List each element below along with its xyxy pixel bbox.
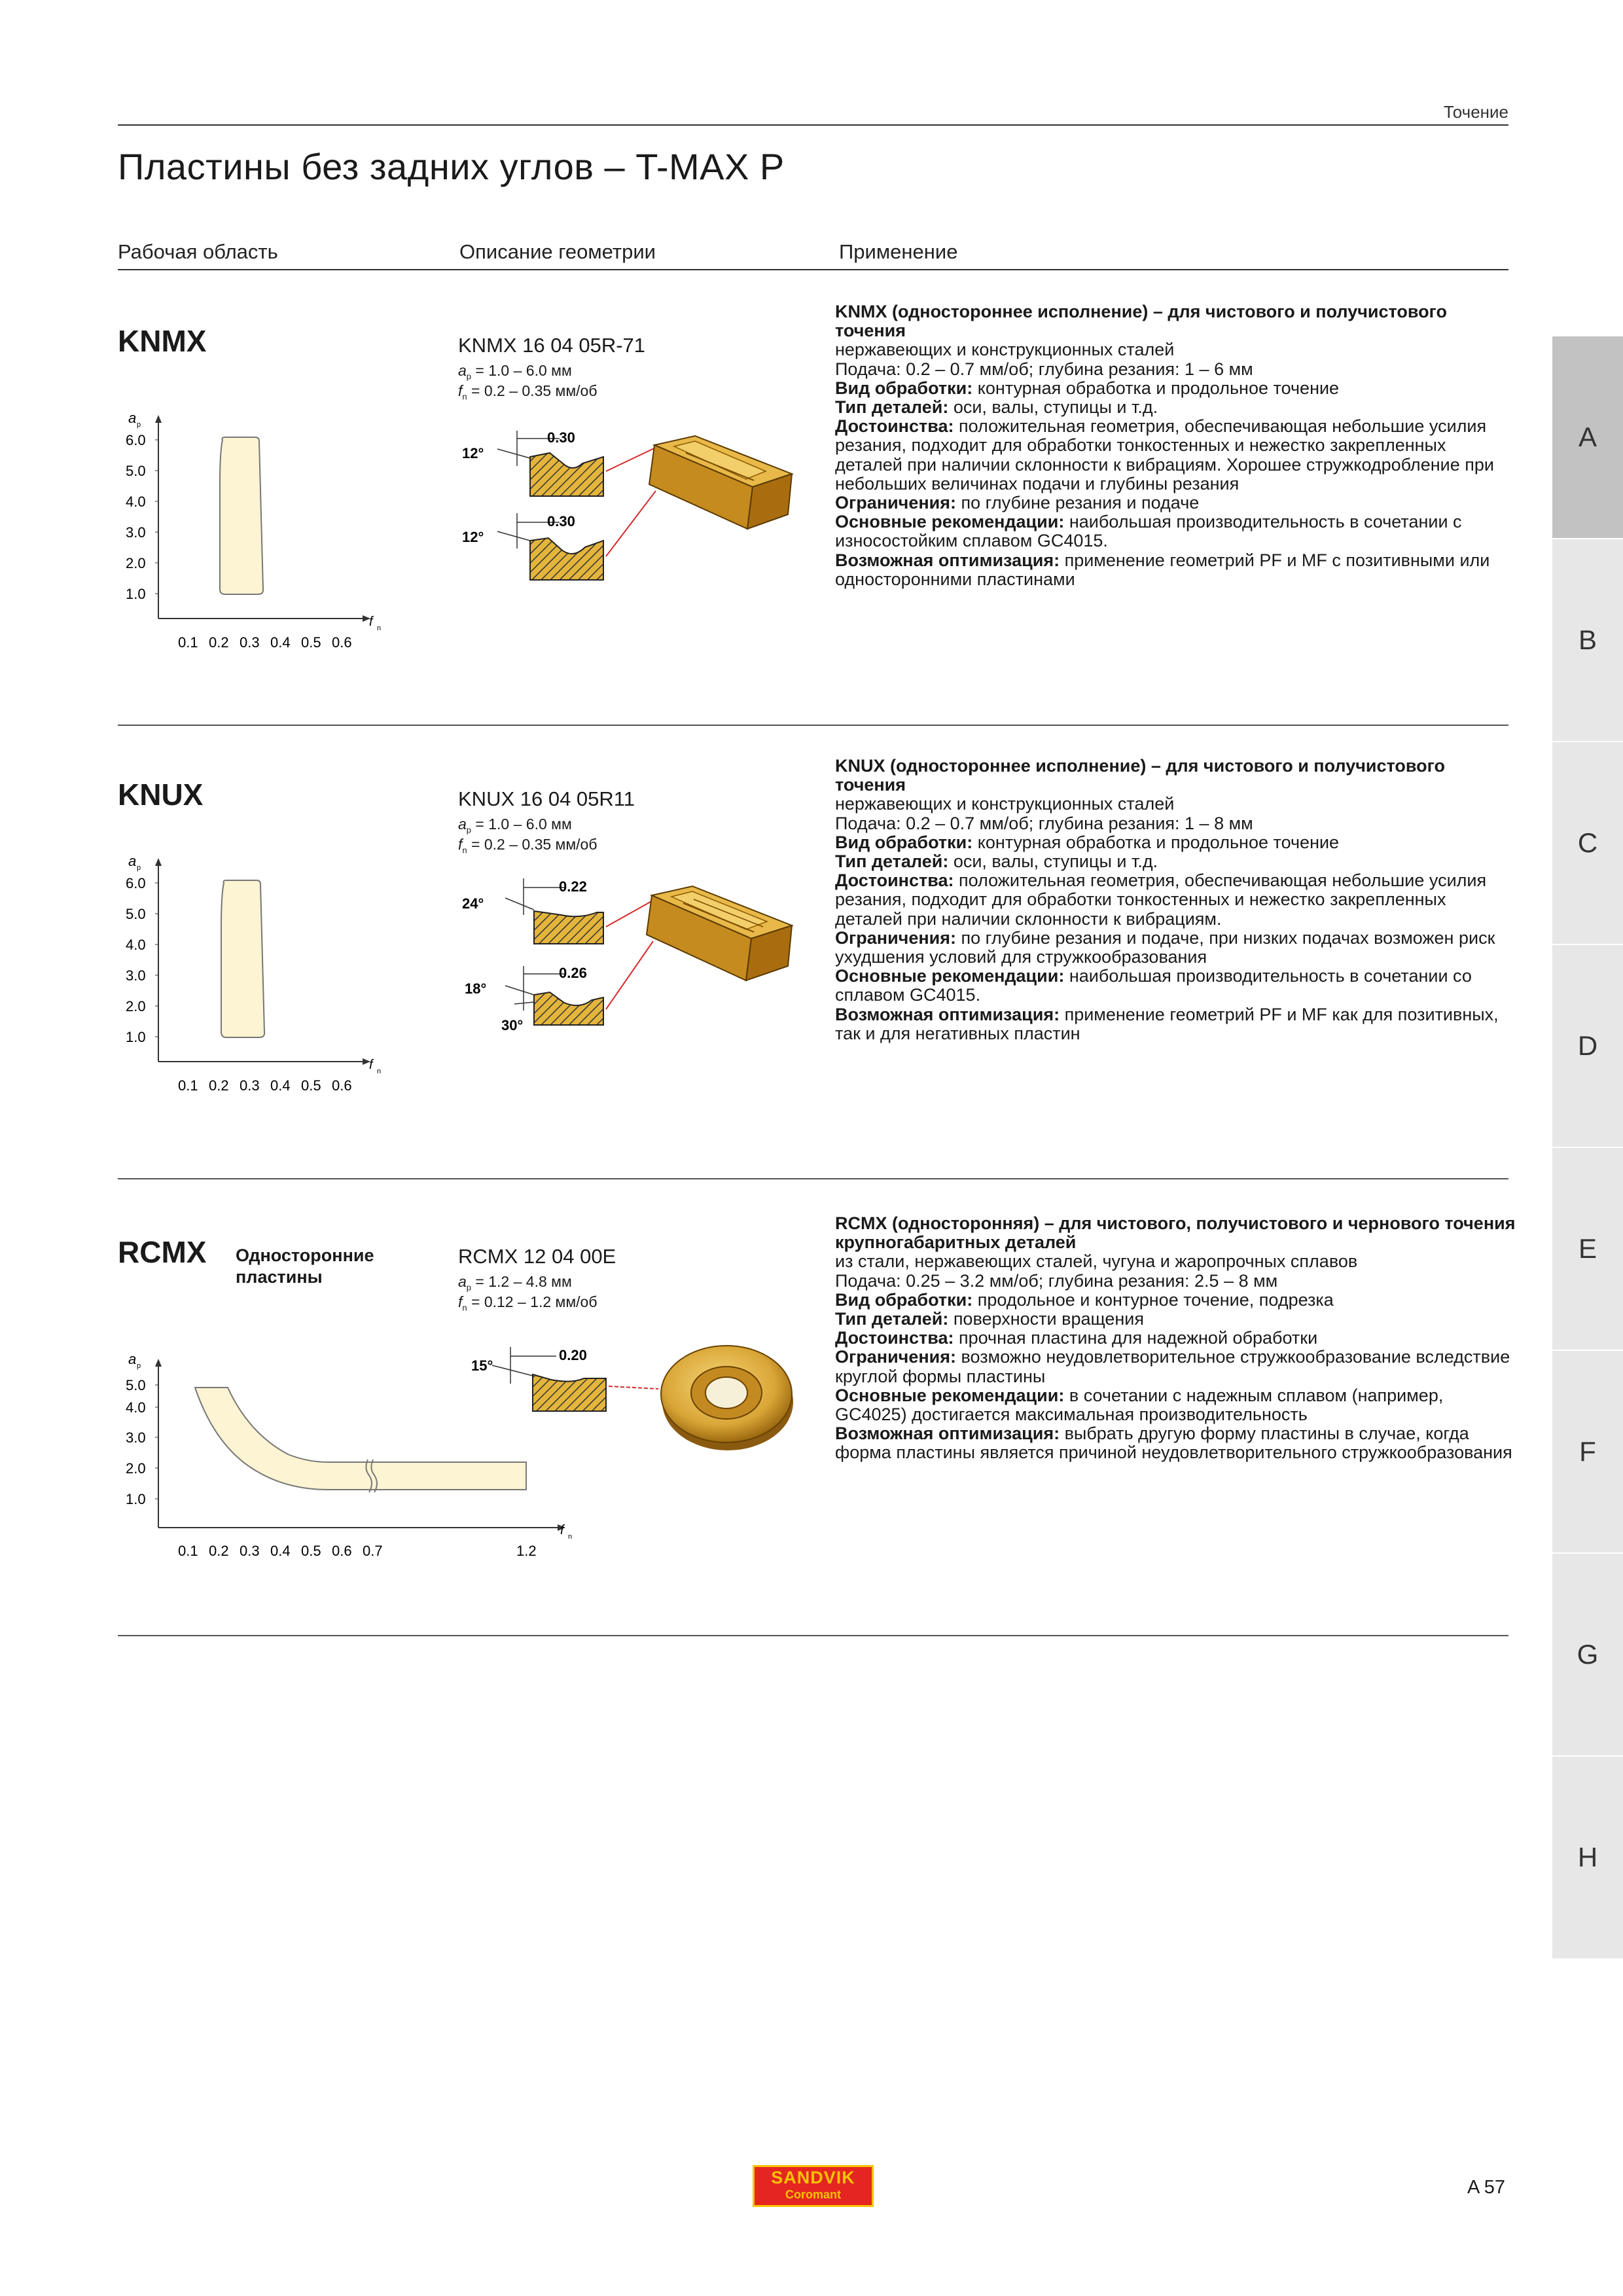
y-tick: 4.0: [126, 1399, 146, 1416]
leader-line: [606, 941, 653, 1009]
x-tick: 0.3: [240, 634, 260, 651]
x-tick: 0.6: [332, 634, 352, 651]
y-tick: 5.0: [126, 463, 146, 479]
tab-h[interactable]: H: [1552, 1755, 1623, 1958]
geometry-fn: $f_n = 0.12 - 1.2$ мм/об: [458, 1293, 597, 1313]
y-ticks: [126, 432, 158, 602]
y-tick: 6.0: [126, 432, 146, 448]
x-tick: 0.4: [270, 634, 291, 651]
profile-2: [534, 992, 603, 1025]
y-tick: 2.0: [126, 555, 146, 571]
application-line: Ограничения: возможно неудовлетворительное стружкообразование вследствие круглой формы пластины: [835, 1347, 1510, 1386]
geometry-diagram: [452, 1329, 818, 1473]
y-axis-arrow: [155, 415, 162, 423]
y-tick: 3.0: [126, 524, 146, 541]
geometry-ap: $a_p = 1.0 - 6.0$ мм: [458, 816, 572, 835]
y-axis-label: a: [128, 1351, 137, 1367]
rake-angle-1: 12°: [462, 445, 484, 461]
application-line: Основные рекомендации: в сочетании с надежным сплавом (например, GC4025) достигается максимальная производительность: [835, 1385, 1444, 1425]
geometry-name: KNMX 16 04 05R-71: [458, 334, 646, 357]
land-width-1: 0.20: [559, 1347, 587, 1363]
rake-angle-1: 15°: [471, 1357, 493, 1374]
x-tick: 0.2: [209, 1543, 229, 1559]
application-line: Тип деталей: поверхности вращения: [835, 1309, 1145, 1329]
y-tick: 5.0: [126, 1377, 146, 1393]
work-area-chart: [118, 406, 393, 661]
geometry-diagram: [452, 419, 831, 596]
rake-angle-3: 30°: [501, 1017, 524, 1033]
y-axis-sub: p: [137, 864, 141, 872]
land-width-1: 0.30: [547, 429, 575, 446]
land-width-2: 0.26: [559, 965, 587, 981]
y-tick: 2.0: [126, 1460, 146, 1477]
application-line: Основные рекомендации: наибольшая производительность в сочетании с износостойким сплавом GC4015.: [835, 512, 1462, 551]
profile-1: [530, 453, 603, 496]
y-axis-label: a: [128, 410, 137, 426]
x-tick: 0.6: [332, 1077, 352, 1094]
y-tick: 4.0: [126, 937, 146, 953]
tab-a[interactable]: A: [1552, 335, 1623, 538]
geometry-ap: $a_p = 1.0 - 6.0$ мм: [458, 362, 572, 382]
application-line: Достоинства: положительная геометрия, обеспечивающая небольшие усилия резания, подходит для обработки тонкостенных и нежестко закрепленных деталей при наличии склонности к вибрациям. Хорошее стружкодробление при небольших величинах подачи и глубины резания: [835, 416, 1494, 493]
work-area-chart: [118, 849, 393, 1104]
land-width-1: 0.22: [559, 878, 587, 895]
application-line: Возможная оптимизация: применение геометрий PF и MF с позитивными или односторонними пластинами: [835, 550, 1490, 589]
application-line: Ограничения: по глубине резания и подаче: [835, 493, 1200, 513]
x-ticks: [178, 634, 352, 651]
geometry-ap: $a_p = 1.2 - 4.8$ мм: [458, 1273, 572, 1293]
geometry-fn: $f_n = 0.2 - 0.35$ мм/об: [458, 836, 597, 855]
rake-angle-2: 18°: [465, 980, 487, 997]
section-divider: [118, 1178, 1508, 1179]
x-tick: 0.5: [301, 1077, 321, 1094]
insert-image: [647, 886, 792, 980]
x-tick: 0.5: [301, 1543, 321, 1559]
y-tick: 1.0: [126, 1491, 146, 1507]
application-line: нержавеющих и конструкционных сталей: [835, 340, 1175, 360]
y-tick: 5.0: [126, 906, 146, 922]
header-rule: [118, 124, 1508, 126]
y-axis-sub: p: [137, 421, 141, 429]
y-ticks: [126, 875, 158, 1045]
application-line: Ограничения: по глубине резания и подаче, при низких подачах возможен риск ухудшения условий для стружкообразования: [835, 927, 1495, 967]
application-line: Достоинства: положительная геометрия, обеспечивающая небольшие усилия резания, подходит для обработки тонкостенных и нежестко закрепленных деталей при наличии склонности к вибрациям.: [835, 870, 1487, 929]
y-tick: 1.0: [126, 586, 146, 602]
application-line: нержавеющих и конструкционных сталей: [835, 794, 1175, 814]
application-line: Тип деталей: оси, валы, ступицы и т.д.: [835, 852, 1158, 872]
application-line: Подача: 0.2 – 0.7 мм/об; глубина резания: 1 – 6 мм: [835, 359, 1253, 379]
insert-code: RCMX: [118, 1235, 207, 1269]
application-line: Вид обработки: продольное и контурное точение, подрезка: [835, 1289, 1334, 1310]
tab-g[interactable]: G: [1552, 1552, 1623, 1755]
application-line: Подача: 0.2 – 0.7 мм/об; глубина резания: 1 – 8 мм: [835, 813, 1253, 833]
x-axis-sub: n: [568, 1533, 573, 1541]
x-ticks: [178, 1077, 352, 1094]
page-number: A 57: [1467, 2177, 1505, 2198]
application-text: [835, 1214, 1516, 1463]
geometry-diagram: [452, 864, 831, 1054]
y-tick: 6.0: [126, 875, 146, 891]
application-text: [835, 302, 1516, 589]
y-axis-sub: p: [137, 1362, 141, 1370]
rake-angle-2: 12°: [462, 529, 484, 545]
section-divider: [118, 1635, 1508, 1636]
x-tick: 0.1: [178, 1077, 198, 1094]
y-axis-label: a: [128, 853, 137, 869]
profile-1: [533, 1374, 606, 1411]
x-tick: 0.2: [209, 1077, 229, 1094]
x-tick: 0.4: [270, 1077, 291, 1094]
x-tick: 0.2: [209, 634, 229, 651]
y-tick: 1.0: [126, 1029, 146, 1045]
column-head-rule: [118, 269, 1508, 270]
y-tick: 4.0: [126, 493, 146, 510]
work-region: [220, 437, 263, 594]
application-line: Тип деталей: оси, валы, ступицы и т.д.: [835, 397, 1158, 418]
insert-image: [649, 436, 792, 529]
application-line: Достоинства: прочная пластина для надежной обработки: [835, 1328, 1318, 1348]
rake-angle-1: 24°: [462, 895, 484, 912]
x-tick: 0.3: [240, 1077, 260, 1094]
application-title: KNMX (одностороннее исполнение) – для чистового и получистового точения: [835, 302, 1447, 341]
x-axis-label: f: [369, 1058, 373, 1072]
x-tick: 0.1: [178, 1543, 198, 1559]
application-line: Основные рекомендации: наибольшая производительность в сочетании со сплавом GC4015.: [835, 966, 1472, 1005]
geometry-name: KNUX 16 04 05R11: [458, 787, 635, 810]
x-tick: 0.6: [332, 1543, 352, 1559]
page-title: Пластины без задних углов – T-MAX P: [118, 146, 785, 187]
application-line: из стали, нержавеющих сталей, чугуна и жаропрочных сплавов: [835, 1251, 1358, 1272]
y-tick: 2.0: [126, 998, 146, 1014]
sandvik-coromant-logo: SANDVIK Coromant: [753, 2165, 874, 2207]
application-line: Вид обработки: контурная обработка и продольное точение: [835, 378, 1340, 398]
insert-code: KNUX: [118, 778, 204, 812]
profile-1: [534, 911, 603, 944]
x-axis-sub: n: [377, 624, 382, 632]
insert-code: KNMX: [118, 324, 207, 358]
y-tick: 3.0: [126, 967, 146, 984]
insert-image: [661, 1346, 793, 1450]
x-ticks: [178, 1543, 537, 1559]
geometry-name: RCMX 12 04 00E: [458, 1245, 616, 1268]
application-line: Возможная оптимизация: применение геометрий PF и MF как для позитивных, так и для негативных пластин: [835, 1004, 1499, 1043]
x-tick: 0.5: [301, 634, 321, 651]
insert-note: Односторонние пластины: [236, 1246, 374, 1287]
x-axis-sub: n: [377, 1067, 382, 1075]
land-width-2: 0.30: [547, 513, 575, 529]
x-axis-label: f: [560, 1523, 564, 1537]
section-divider: [118, 725, 1508, 726]
column-head-geometry: Описание геометрии: [459, 240, 656, 263]
x-axis-label: f: [369, 615, 373, 629]
tab-d[interactable]: D: [1552, 944, 1623, 1147]
leader-line: [609, 1386, 658, 1389]
x-tick: 0.7: [363, 1543, 383, 1559]
tab-e[interactable]: E: [1552, 1147, 1623, 1350]
application-title: KNUX (одностороннее исполнение) – для чистового и получистового точения: [835, 756, 1446, 795]
application-text: [835, 757, 1516, 1043]
column-head-work-area: Рабочая область: [118, 240, 278, 263]
x-tick: 0.4: [270, 1543, 291, 1559]
section-label: Точение: [1443, 102, 1508, 122]
application-line: Возможная оптимизация: выбрать другую форму пластины в случае, когда форма пластины является причиной неудовлетворительного стружкообразования: [835, 1424, 1512, 1463]
tab-b[interactable]: B: [1552, 538, 1623, 741]
leader-line: [606, 491, 656, 556]
profile-2: [530, 538, 603, 580]
x-tick: 0.1: [178, 634, 198, 651]
x-tick: 0.3: [240, 1543, 260, 1559]
geometry-fn: $f_n = 0.2 - 0.35$ мм/об: [458, 382, 597, 402]
work-region: [221, 880, 264, 1037]
y-ticks: [126, 1377, 158, 1507]
column-head-application: Применение: [839, 240, 958, 263]
tab-f[interactable]: F: [1552, 1350, 1623, 1552]
y-tick: 3.0: [126, 1429, 146, 1446]
application-line: Подача: 0.25 – 3.2 мм/об; глубина резания: 2.5 – 8 мм: [835, 1270, 1278, 1291]
x-tick: 1.2: [516, 1543, 537, 1559]
application-title: RCMX (односторонняя) – для чистового, получистового и чернового точения крупногабаритных деталей: [835, 1213, 1516, 1253]
application-line: Вид обработки: контурная обработка и продольное точение: [835, 832, 1340, 852]
tab-c[interactable]: C: [1552, 741, 1623, 944]
